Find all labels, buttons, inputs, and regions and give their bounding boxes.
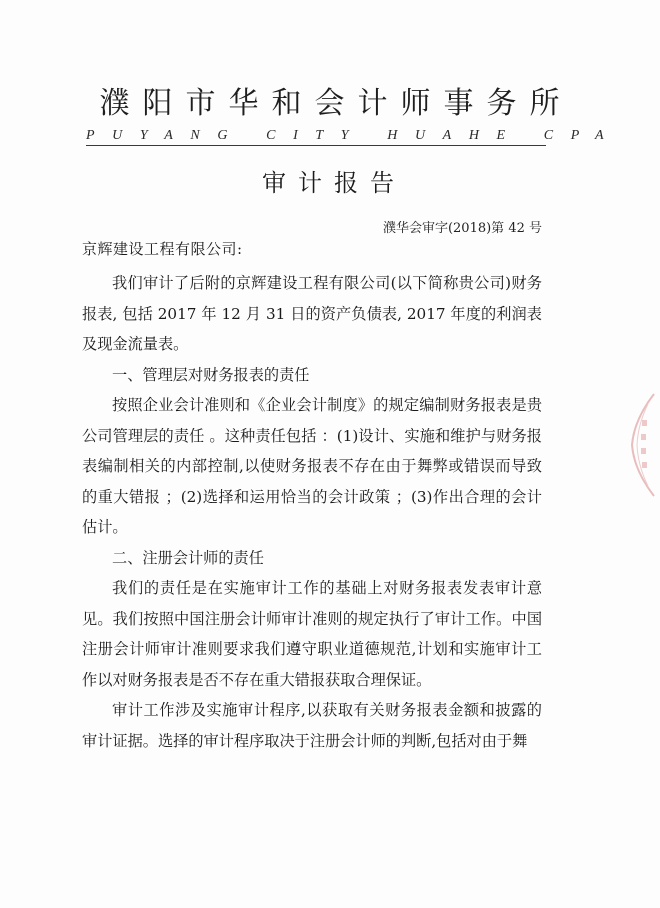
addressee: 京辉建设工程有限公司: bbox=[82, 240, 243, 258]
report-title: 审计报告 bbox=[262, 169, 406, 197]
audit-procedures-paragraph: 审计工作涉及实施审计程序,以获取有关财务报表金额和披露的审计证据。选择的审计程序取决于注册会计师的判断,包括对由于舞 bbox=[82, 701, 542, 750]
management-responsibility-paragraph: 按照企业会计准则和《企业会计制度》的规定编制财务报表是贵公司管理层的责任 。这种责任包括 ：(1)设计、实施和维护与财务报表编制相关的内部控制,以使财务报表不存在由于舞弊或错误而导致的重大错报 ；(2)选择和运用恰当的会计政策 ；(3)作出合理的会计估计。 bbox=[82, 396, 542, 536]
seal-stamp-fragment bbox=[626, 390, 656, 500]
section-heading-cpa: 二、注册会计师的责任 bbox=[112, 548, 264, 567]
firm-name: 濮阳市华和会计师事务所 bbox=[99, 86, 573, 121]
report-body bbox=[82, 268, 542, 756]
cpa-responsibility-paragraph: 我们的责任是在实施审计工作的基础上对财务报表发表审计意见。我们按照中国注册会计师审计准则的规定执行了审计工作。中国注册会计师审计准则要求我们遵守职业道德规范,计划和实施审计工作以对财务报表是否不存在重大错报获取合理保证。 bbox=[82, 579, 542, 689]
section-heading-management: 一、管理层对财务报表的责任 bbox=[112, 365, 310, 384]
intro-paragraph: 我们审计了后附的京辉建设工程有限公司(以下简称贵公司)财务报表, 包括 2017 年 12 月 31 日的资产负债表, 2017 年度的利润表及现金流量表。 bbox=[82, 274, 542, 353]
document-number: 濮华会审字(2018)第 42 号 bbox=[382, 221, 542, 236]
firm-name-english: PUYANG CITY HUAHE CPA bbox=[86, 128, 546, 146]
